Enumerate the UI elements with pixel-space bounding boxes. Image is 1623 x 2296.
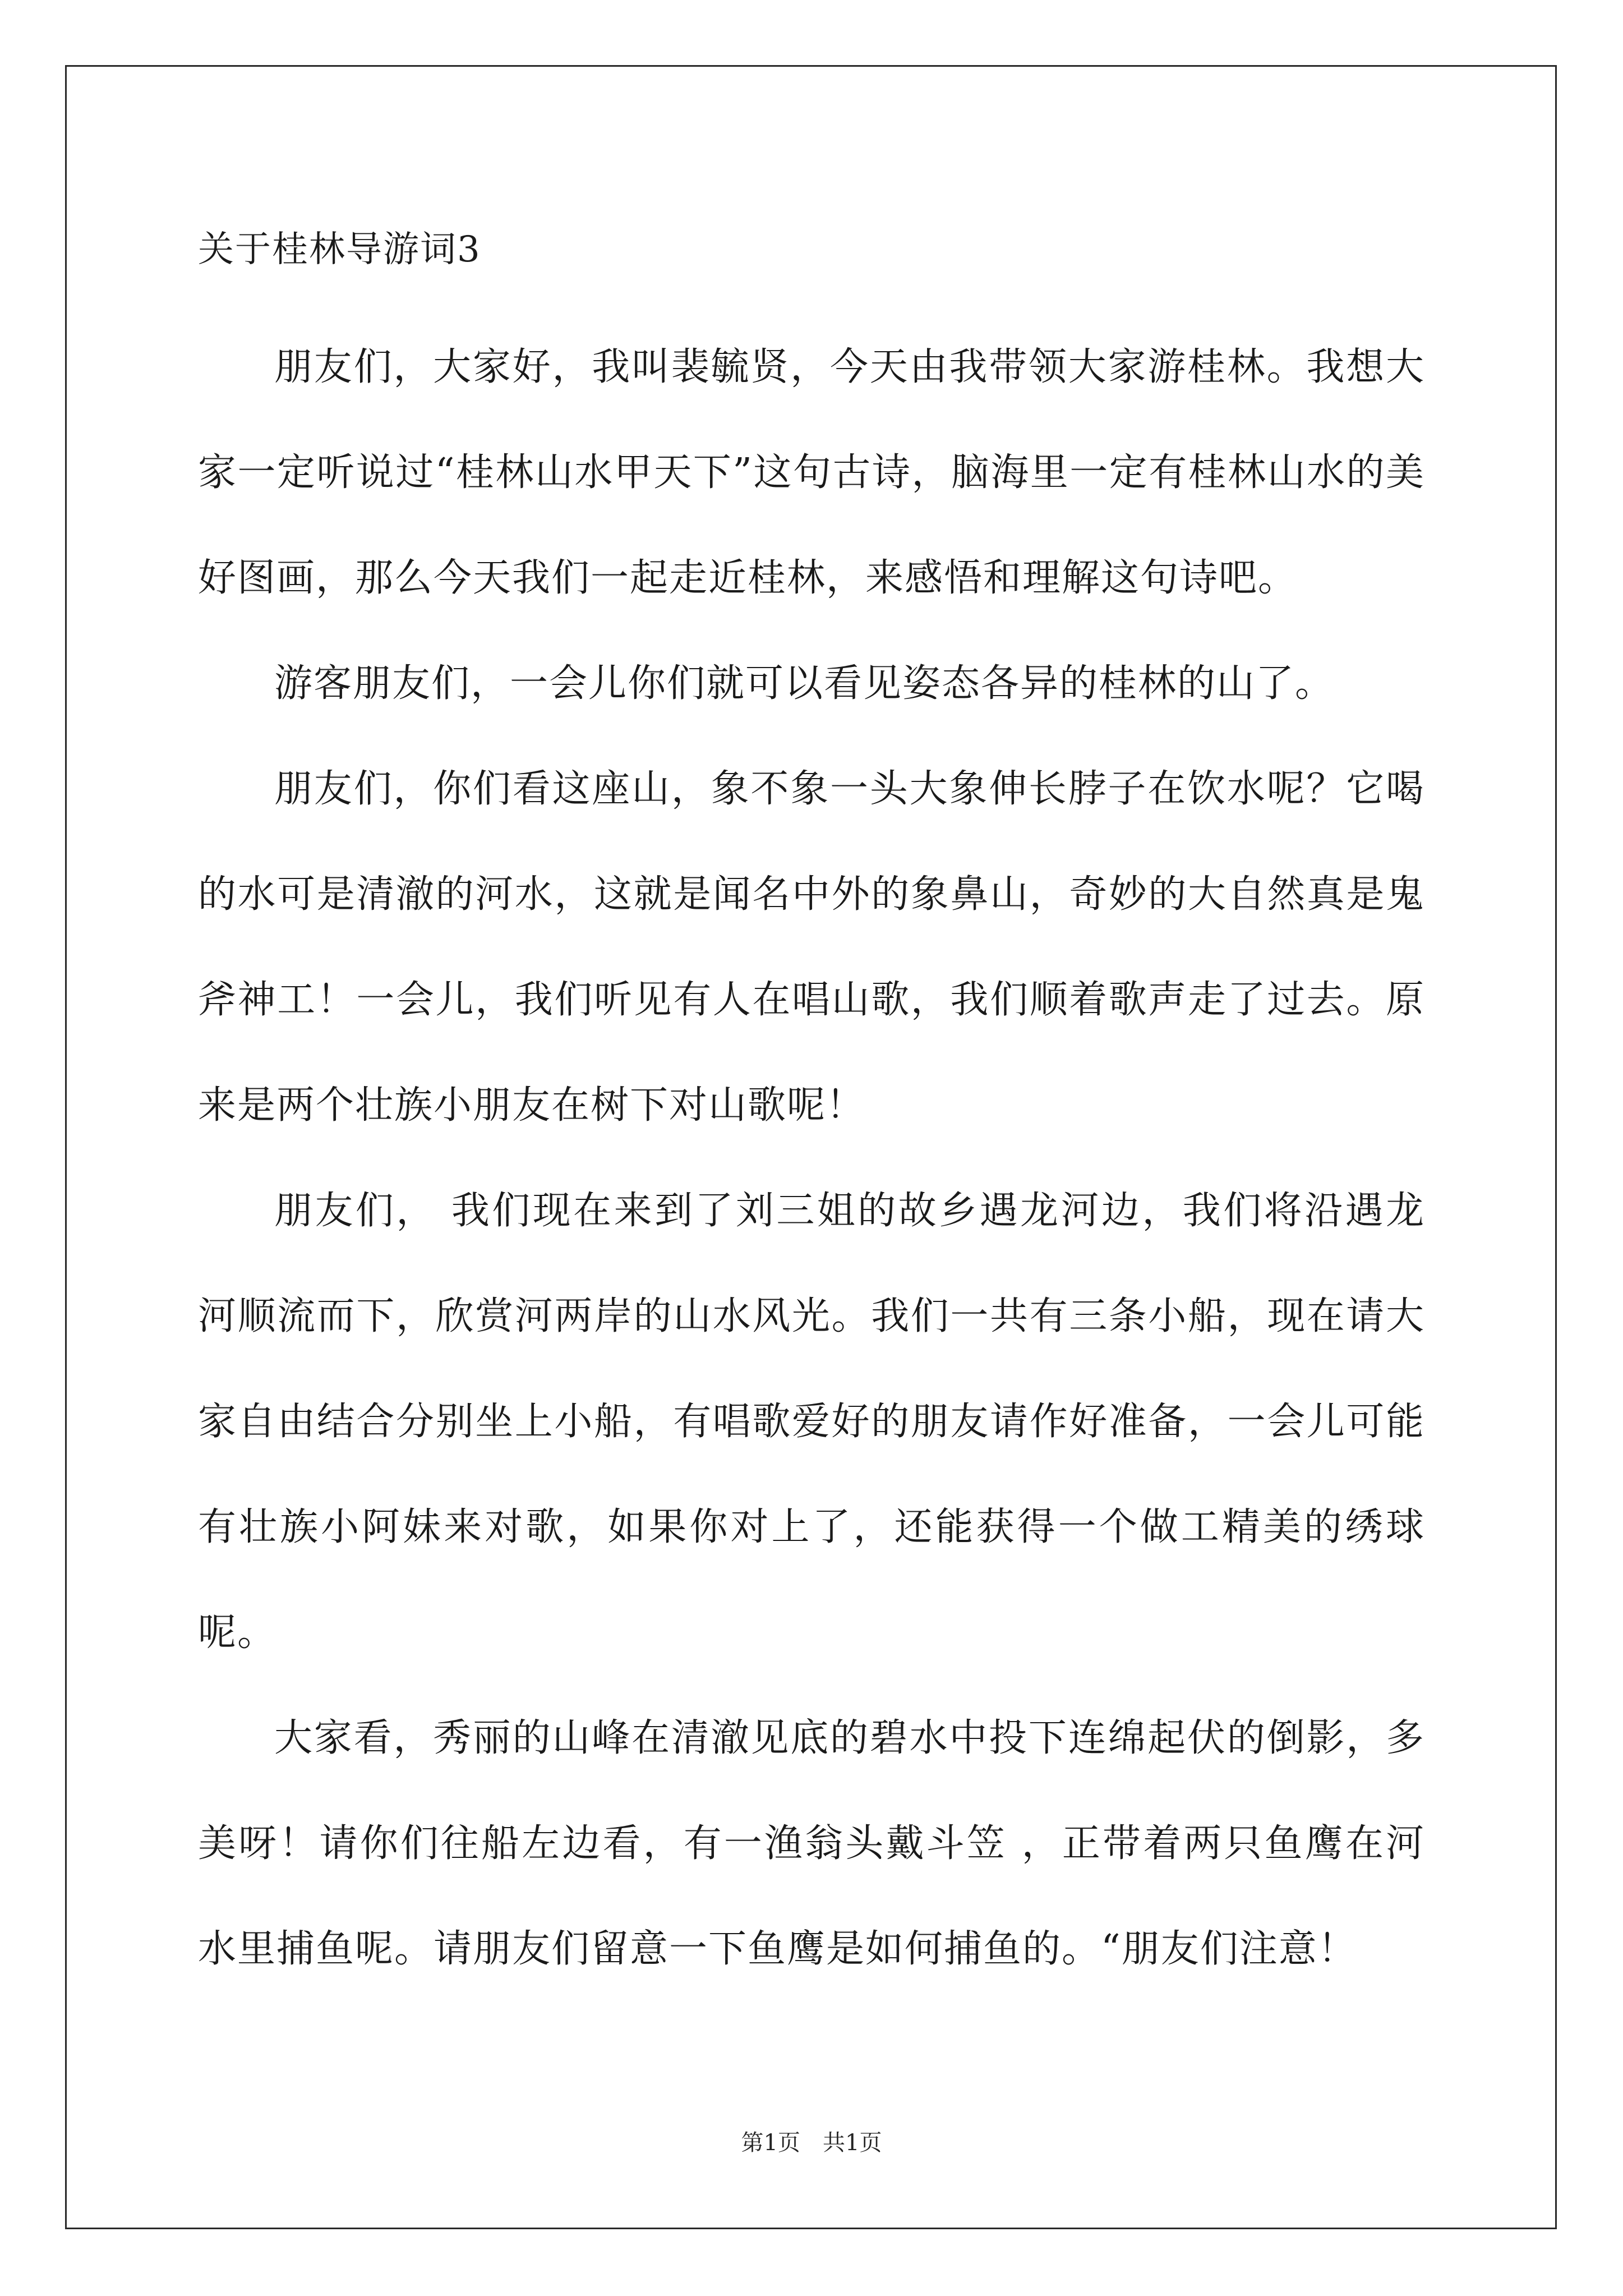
document-body (198, 216, 1425, 2002)
paragraph-3: 朋友们，你们看这座山，象不象一头大象伸长脖子在饮水呢？它喝的水可是清澈的河水，这就是闻名中外的象鼻山，奇妙的大自然真是鬼斧神工！一会儿，我们听见有人在唱山歌，我们顺着歌声走了过去。原来是两个壮族小朋友在树下对山歌呢！ (198, 767, 1425, 1128)
document-title: 关于桂林导游词3 (198, 229, 481, 270)
page-total: 共1页 (823, 2130, 882, 2156)
paragraph-2: 游客朋友们，一会儿你们就可以看见姿态各异的桂林的山了。 (274, 661, 1335, 706)
page-footer (0, 2126, 1623, 2160)
paragraph-1: 朋友们，大家好，我叫裴毓贤，今天由我带领大家游桂林。我想大家一定听说过“桂林山水甲天下”这句古诗，脑海里一定有桂林山水的美好图画，那么今天我们一起走近桂林，来感悟和理解这句诗吧。 (198, 345, 1425, 600)
paragraph-4: 朋友们， 我们现在来到了刘三姐的故乡遇龙河边，我们将沿遇龙河顺流而下，欣赏河两岸的山水风光。我们一共有三条小船，现在请大家自由结合分别坐上小船，有唱歌爱好的朋友请作好准备，一会儿可能有壮族小阿妹来对歌，如果你对上了，还能获得一个做工精美的绣球呢。 (198, 1189, 1425, 1655)
page-number: 第1页 (741, 2130, 800, 2156)
paragraph-5: 大家看，秀丽的山峰在清澈见底的碧水中投下连绵起伏的倒影，多美呀！请你们往船左边看，有一渔翁头戴斗笠 ，正带着两只鱼鹰在河水里捕鱼呢。请朋友们留意一下鱼鹰是如何捕鱼的。“朋友们注意！ (198, 1716, 1425, 1971)
